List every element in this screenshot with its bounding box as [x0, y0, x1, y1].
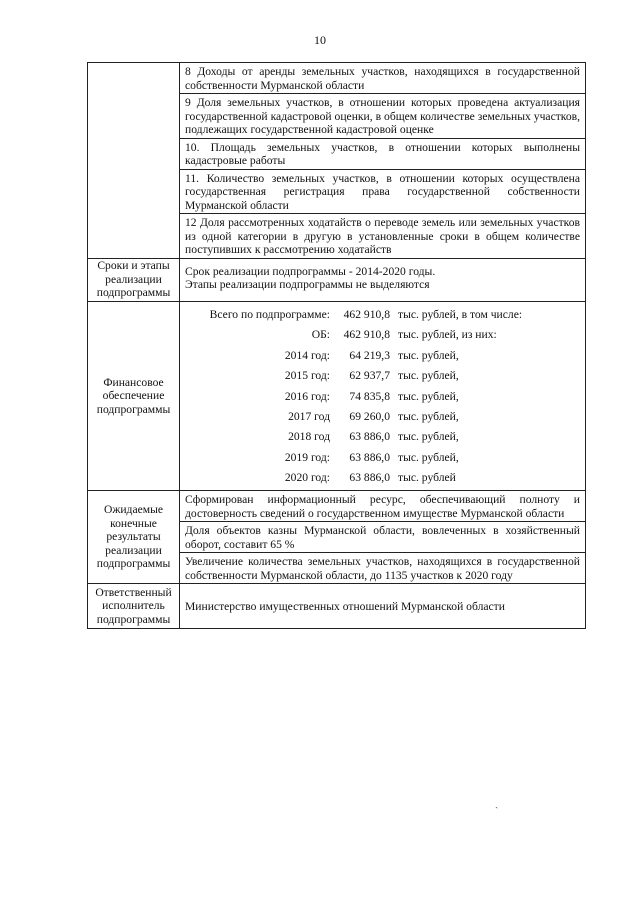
- indicator-8: 8 Доходы от аренды земельных участков, находящихся в государственной собственности Мурманской области: [185, 65, 580, 92]
- finance-year-label: 2020 год:: [284, 471, 330, 485]
- page-number: 10: [314, 33, 326, 47]
- terms-row: [88, 258, 586, 301]
- finance-label: Финансовое обеспечение подпрограммы: [88, 301, 180, 491]
- finance-year-row: [180, 386, 585, 406]
- results-cell: [180, 491, 586, 584]
- finance-year-label: 2015 год:: [284, 369, 330, 383]
- finance-total-label: Всего по подпрограмме:: [209, 307, 330, 321]
- finance-ob-row: [180, 325, 585, 345]
- executor-row: [88, 584, 586, 629]
- indicator-11: 11. Количество земельных участков, в отношении которых осуществлена государственная регистрация права государственной собственности Мурманской области: [180, 169, 585, 214]
- finance-year-label: 2017 год: [288, 409, 330, 423]
- finance-year-row: [180, 427, 585, 447]
- finance-year-list: [180, 345, 585, 488]
- finance-ob-label: ОБ:: [311, 328, 330, 342]
- finance-year-unit: тыс. рублей,: [398, 369, 459, 383]
- results-label: Ожидаемые конечные результаты реализации подпрограммы: [88, 491, 180, 584]
- finance-year-row: [180, 468, 585, 488]
- finance-year-row: [180, 447, 585, 467]
- result-item-3: Увеличение количества земельных участков, находящихся в государственной собственности Мурманской области, до 1135 участков к 2020 году: [180, 552, 585, 583]
- indicators-row: [88, 63, 586, 259]
- result-item-1: Сформирован информационный ресурс, обеспечивающий полноту и достоверность сведений о государственном имуществе Мурманской области: [185, 493, 580, 520]
- executor-value: Министерство имущественных отношений Мурманской области: [185, 600, 505, 614]
- indicator-10: 10. Площадь земельных участков, в отношении которых выполнены кадастровые работы: [180, 138, 585, 169]
- finance-cell: [180, 301, 586, 491]
- result-item-2: Доля объектов казны Мурманской области, вовлеченных в хозяйственный оборот, составит 65 %: [180, 521, 585, 552]
- indicators-label-cell: [88, 63, 180, 259]
- terms-label: Сроки и этапы реализации подпрограммы: [88, 258, 180, 301]
- finance-ob-unit: тыс. рублей, из них:: [398, 328, 497, 342]
- finance-year-unit: тыс. рублей,: [398, 348, 459, 362]
- subprogram-passport-table: [87, 62, 586, 629]
- finance-year-label: 2016 год:: [284, 389, 330, 403]
- finance-year-row: [180, 406, 585, 426]
- finance-year-label: 2014 год:: [284, 348, 330, 362]
- finance-total-unit: тыс. рублей, в том числе:: [398, 307, 523, 321]
- terms-cell: [180, 258, 586, 301]
- finance-ob-value: 462 910,8: [343, 328, 390, 342]
- finance-year-label: 2018 год: [288, 430, 330, 444]
- finance-total-row: [180, 305, 585, 325]
- indicator-9: 9 Доля земельных участков, в отношении которых проведена актуализация государственной кадастровой оценки, в общем количестве земельных участков, подлежащих государственной кадастровой оценке: [180, 93, 585, 138]
- terms-line-1: Срок реализации подпрограммы - 2014-2020 годы.: [185, 264, 436, 278]
- finance-year-value: 69 260,0: [349, 409, 390, 423]
- finance-year-row: [180, 366, 585, 386]
- finance-year-value: 63 886,0: [349, 450, 390, 464]
- finance-year-value: 64 219,3: [349, 348, 390, 362]
- finance-year-unit: тыс. рублей: [398, 471, 456, 485]
- finance-year-unit: тыс. рублей,: [398, 409, 459, 423]
- finance-total-value: 462 910,8: [343, 307, 390, 321]
- stray-mark: ˏ: [495, 798, 499, 809]
- finance-year-unit: тыс. рублей,: [398, 389, 459, 403]
- finance-year-value: 62 937,7: [349, 369, 390, 383]
- results-row: [88, 491, 586, 584]
- terms-line-2: Этапы реализации подпрограммы не выделяются: [185, 278, 430, 291]
- finance-year-value: 63 886,0: [349, 430, 390, 444]
- executor-label: Ответственный исполнитель подпрограммы: [88, 584, 180, 629]
- indicators-cell: [180, 63, 586, 259]
- finance-year-unit: тыс. рублей,: [398, 450, 459, 464]
- finance-row: [88, 301, 586, 491]
- finance-year-value: 74 835,8: [349, 389, 390, 403]
- finance-year-row: [180, 345, 585, 365]
- indicator-12: 12 Доля рассмотренных ходатайств о переводе земель или земельных участков из одной категории в другую в установленные сроки в общем количестве поступивших к рассмотрению ходатайств: [180, 213, 585, 258]
- finance-year-value: 63 886,0: [349, 471, 390, 485]
- executor-cell: [180, 584, 586, 629]
- finance-year-unit: тыс. рублей,: [398, 430, 459, 444]
- finance-year-label: 2019 год:: [284, 450, 330, 464]
